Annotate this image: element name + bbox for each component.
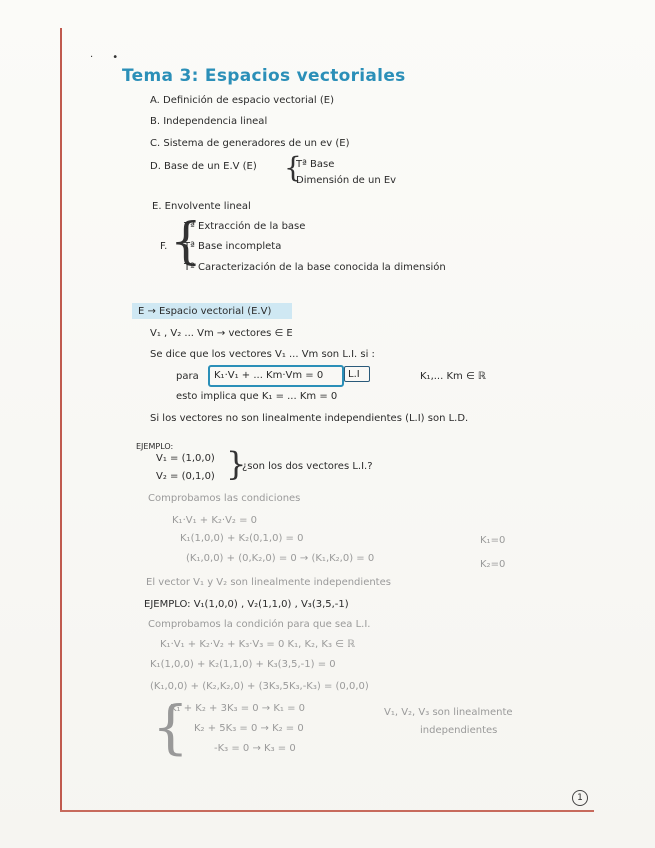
condition-text: K₁·V₁ + ... Km·Vm = 0 <box>214 370 324 381</box>
index-b: B. Independencia lineal <box>150 116 268 127</box>
section-line5: Si los vectores no son linealmente independientes (L.I) son L.D. <box>150 413 469 424</box>
ej2-s2: K₂ + 5K₃ = 0 → K₂ = 0 <box>194 723 304 734</box>
brace-system: { <box>152 693 189 761</box>
ej2-c2: K₁·V₁ + K₂·V₂ + K₃·V₃ = 0 K₁, K₂, K₃ ∈ ℝ <box>160 639 355 650</box>
ej1-c2: K₁·V₁ + K₂·V₂ = 0 <box>172 515 258 526</box>
index-d-sub2: Dimensión de un Ev <box>296 175 397 186</box>
brace-d: { <box>284 151 302 184</box>
index-d: D. Base de un E.V (E) <box>150 161 257 172</box>
page-number: 1 <box>572 790 588 806</box>
margin-line <box>60 28 62 812</box>
ej1-question: ¿son los dos vectores L.I.? <box>242 461 373 472</box>
ej1-c3: K₁(1,0,0) + K₂(0,1,0) = 0 <box>180 533 304 544</box>
ej2-heading: EJEMPLO: V₁(1,0,0) , V₂(1,1,0) , V₃(3,5,-1) <box>144 599 349 610</box>
index-e: E. Envolvente lineal <box>152 201 251 212</box>
li-label: L.I <box>348 369 360 380</box>
section-heading: E → Espacio vectorial (E.V) <box>138 306 272 317</box>
ej1-c1: Comprobamos las condiciones <box>148 493 301 504</box>
ej2-c3: K₁(1,0,0) + K₂(1,1,0) + K₃(3,5,-1) = 0 <box>150 659 336 670</box>
ej2-c4: (K₁,0,0) + (K₂,K₂,0) + (3K₃,5K₃,-K₃) = (0,0,0) <box>150 681 369 692</box>
page-title: Tema 3: Espacios vectoriales <box>122 66 406 86</box>
ej2-c1: Comprobamos la condición para que sea L.I. <box>148 619 371 630</box>
brace-ej1: } <box>226 445 247 483</box>
ej2-s3: -K₃ = 0 → K₃ = 0 <box>214 743 296 754</box>
ej2-concl1: V₁, V₂, V₃ son linealmente <box>384 707 513 718</box>
ej2-s1: K₁ + K₂ + 3K₃ = 0 → K₁ = 0 <box>170 703 306 714</box>
ej1-c4c: K₂=0 <box>480 559 506 570</box>
section-kreals: K₁,... Km ∈ ℝ <box>420 371 486 382</box>
section-line4: esto implica que K₁ = ... Km = 0 <box>176 391 338 402</box>
punch-dots: · • <box>90 52 119 63</box>
index-f-sub2: Tª Base incompleta <box>184 241 282 252</box>
section-line1: V₁ , V₂ ... Vm → vectores ∈ E <box>150 328 293 339</box>
bottom-line <box>60 810 594 812</box>
brace-f: { <box>170 212 202 270</box>
index-c: C. Sistema de generadores de un ev (E) <box>150 138 350 149</box>
index-d-sub1: Tª Base <box>296 159 335 170</box>
section-para: para <box>176 371 199 382</box>
index-f-sub1: Tª Extracción de la base <box>184 221 306 232</box>
ej1-v2: V₂ = (0,1,0) <box>156 471 215 482</box>
section-line2: Se dice que los vectores V₁ ... Vm son L.I. si : <box>150 349 375 360</box>
ej1-v1: V₁ = (1,0,0) <box>156 453 215 464</box>
ej1-label: EJEMPLO: <box>136 442 174 451</box>
ej1-c4b: K₁=0 <box>480 535 506 546</box>
index-f-sub3: Tª Caracterización de la base conocida la dimensión <box>184 262 446 273</box>
ej1-c4: (K₁,0,0) + (0,K₂,0) = 0 → (K₁,K₂,0) = 0 <box>186 553 375 564</box>
ej1-c5: El vector V₁ y V₂ son linealmente independientes <box>146 577 391 588</box>
index-f: F. <box>160 241 168 252</box>
ej2-concl2: independientes <box>420 725 498 736</box>
index-a: A. Definición de espacio vectorial (E) <box>150 95 334 106</box>
